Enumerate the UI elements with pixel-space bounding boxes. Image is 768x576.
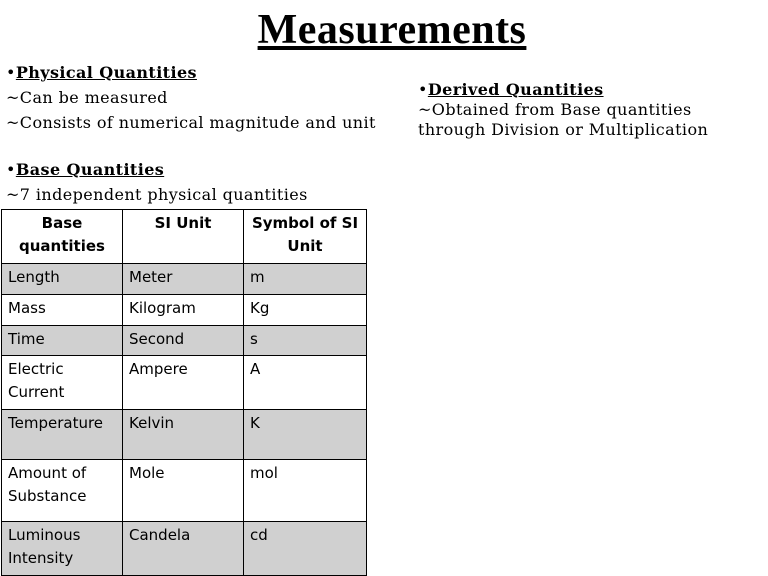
symbol-cell: s <box>244 326 367 356</box>
quantity-cell: Amount of Substance <box>2 460 123 522</box>
symbol-cell: K <box>244 410 367 460</box>
table-row <box>2 356 367 410</box>
physical-line-2: ~Consists of numerical magnitude and unit <box>6 113 376 132</box>
quantity-cell: Time <box>2 326 123 356</box>
base-line-1: ~7 independent physical quantities <box>6 185 308 204</box>
symbol-cell: mol <box>244 460 367 522</box>
quantity-cell: Mass <box>2 295 123 326</box>
bullet-icon: • <box>6 63 16 82</box>
base-quantities-section <box>6 157 308 207</box>
physical-line-1: ~Can be measured <box>6 88 168 107</box>
physical-quantities-heading: Physical Quantities <box>15 63 197 82</box>
base-quantities-table <box>1 209 367 576</box>
table-row <box>2 326 367 356</box>
derived-line-2: through Division or Multiplication <box>418 120 709 139</box>
header-si-unit: SI Unit <box>123 210 244 264</box>
table-header-row <box>2 210 367 264</box>
unit-cell: Candela <box>123 522 244 576</box>
unit-cell: Kilogram <box>123 295 244 326</box>
header-symbol: Symbol of SI Unit <box>244 210 367 264</box>
physical-quantities-section <box>6 60 376 135</box>
header-base-quantities: Base quantities <box>2 210 123 264</box>
table-row <box>2 295 367 326</box>
symbol-cell: A <box>244 356 367 410</box>
unit-cell: Ampere <box>123 356 244 410</box>
unit-cell: Mole <box>123 460 244 522</box>
table-row <box>2 410 367 460</box>
bullet-icon: • <box>6 160 16 179</box>
derived-line-1: ~Obtained from Base quantities <box>418 100 692 119</box>
unit-cell: Second <box>123 326 244 356</box>
symbol-cell: cd <box>244 522 367 576</box>
base-quantities-heading: Base Quantities <box>15 160 165 179</box>
derived-quantities-heading: Derived Quantities <box>427 80 604 99</box>
quantity-cell: Temperature <box>2 410 123 460</box>
table-row <box>2 264 367 295</box>
table-row <box>2 522 367 576</box>
quantity-cell: Electric Current <box>2 356 123 410</box>
symbol-cell: m <box>244 264 367 295</box>
page-title: Measurements <box>257 7 527 53</box>
bullet-icon: • <box>418 80 428 99</box>
quantity-cell: Luminous Intensity <box>2 522 123 576</box>
quantity-cell: Length <box>2 264 123 295</box>
table-row <box>2 460 367 522</box>
symbol-cell: Kg <box>244 295 367 326</box>
unit-cell: Kelvin <box>123 410 244 460</box>
unit-cell: Meter <box>123 264 244 295</box>
derived-quantities-section <box>418 80 708 140</box>
